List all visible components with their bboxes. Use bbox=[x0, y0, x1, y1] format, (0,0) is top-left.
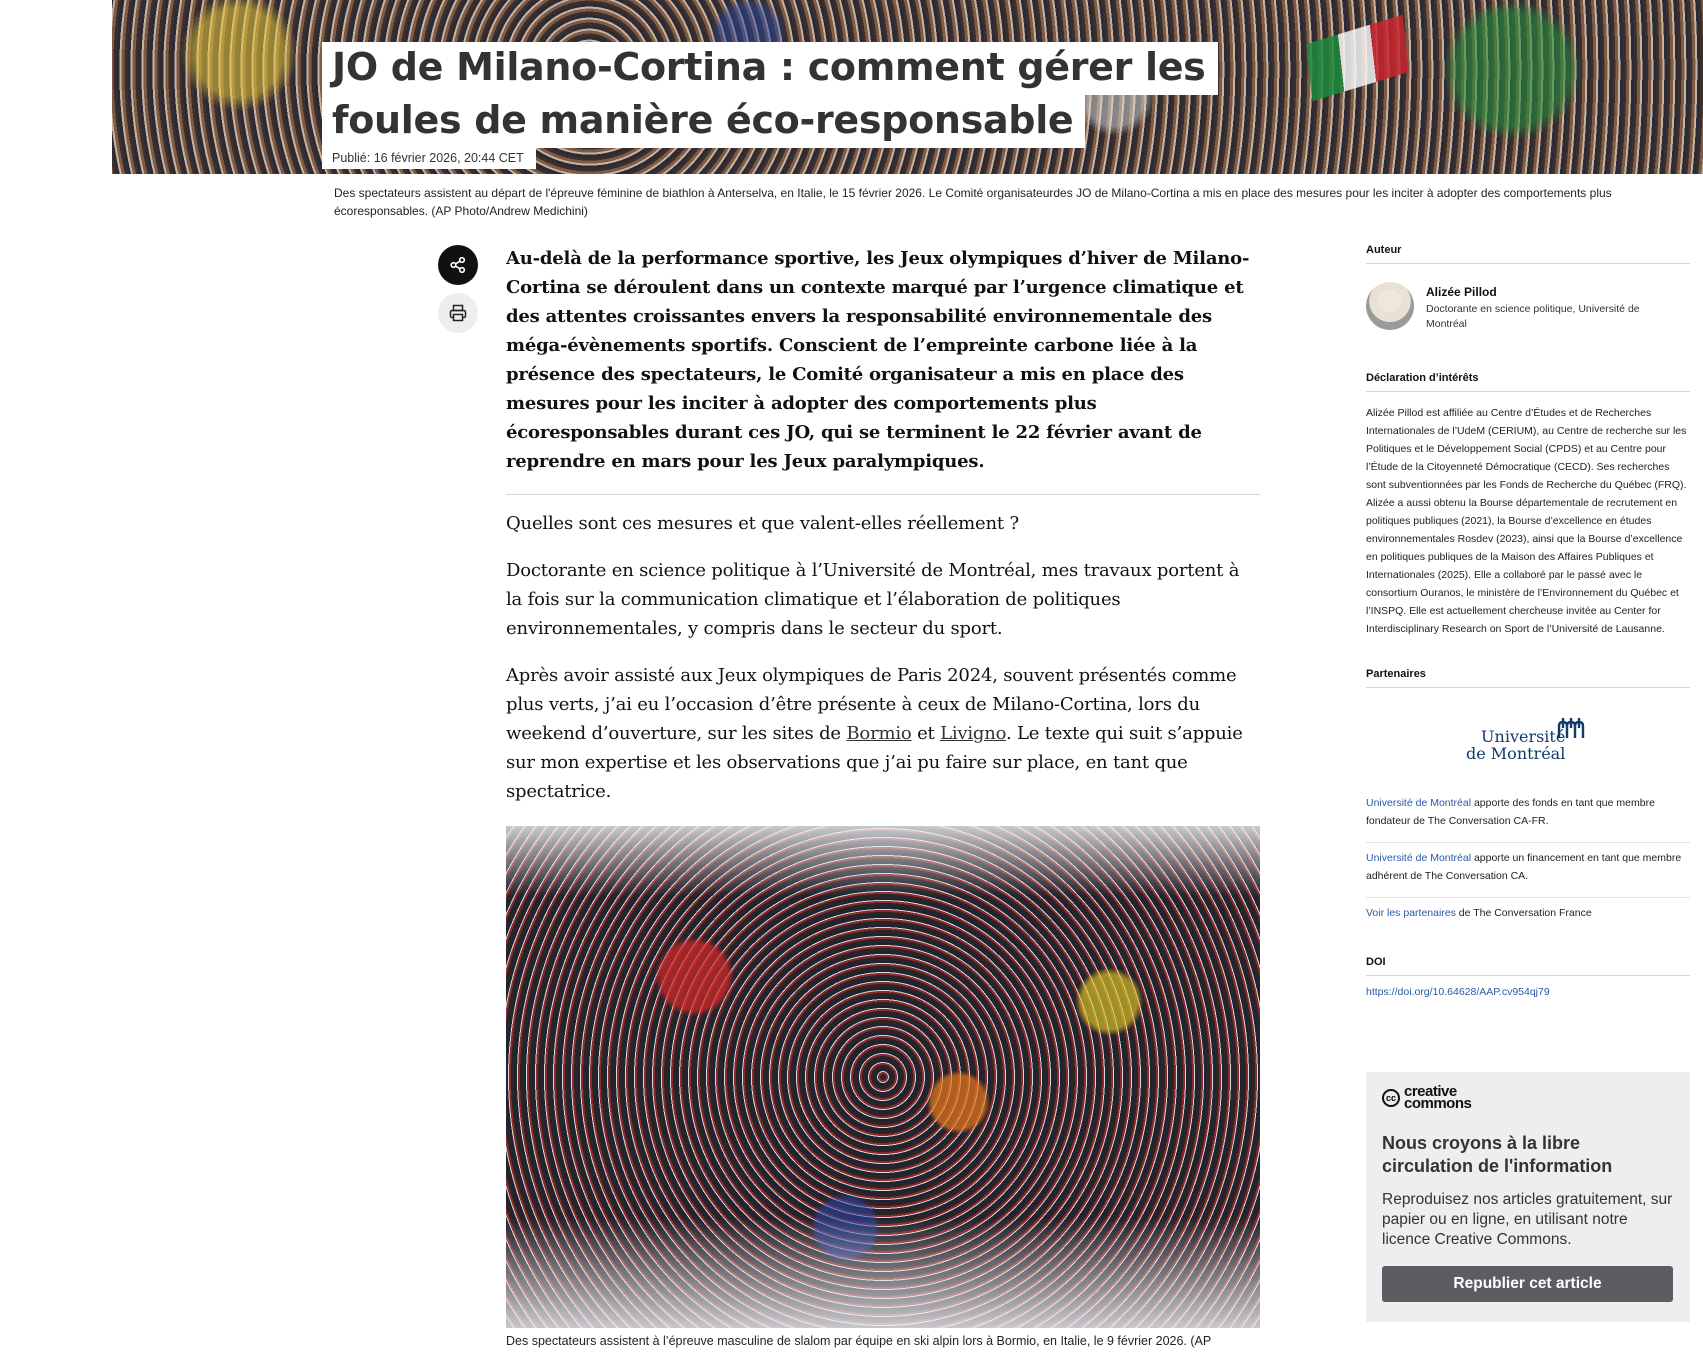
republish-button[interactable]: Republier cet article bbox=[1382, 1266, 1673, 1302]
author-heading: Auteur bbox=[1366, 244, 1690, 264]
partner-row bbox=[1366, 788, 1690, 843]
partner-row bbox=[1366, 898, 1690, 934]
article-paragraph-2: Doctorante en science politique à l’Université de Montréal, mes travaux portent à la fois sur la communication climatique et l’élaboration de politiques environnementales, y compris dans le secteur du sport. bbox=[506, 560, 1240, 639]
photo-caption: Des spectateurs assistent à l’épreuve masculine de slalom par équipe en ski alpin lors à Bormio, en Italie, le 9 février 2026. (AP bbox=[506, 1334, 1212, 1348]
partner-text: de The Conversation France bbox=[1455, 907, 1592, 919]
author-name[interactable]: Alizée Pillod bbox=[1426, 285, 1497, 299]
paragraph-text: Après avoir assisté aux Jeux olympiques de Paris 2024, souvent présentés comme plus verts, j’ai eu l’occasion d’être présente à ceux de Milano-Cortina, lors du weekend d’ouverture, sur les sites de bbox=[506, 665, 1237, 744]
logo-text-line-2: de Montréal bbox=[1466, 744, 1566, 763]
printer-icon bbox=[448, 303, 468, 323]
cc-text: Reproduisez nos articles gratuitement, sur papier ou en ligne, en utilisant notre licence Creative Commons. bbox=[1382, 1191, 1673, 1248]
avatar[interactable] bbox=[1366, 282, 1414, 330]
partner-link[interactable]: Université de Montréal bbox=[1366, 852, 1472, 864]
cc-wordmark bbox=[1404, 1083, 1472, 1112]
doi-section bbox=[1366, 956, 1690, 998]
logo-text-line-1: Université bbox=[1481, 727, 1566, 746]
hero-caption: Des spectateurs assistent au départ de l'épreuve féminine de biathlon à Anterselva, en Italie, le 15 février 2026. Le Comité organisateurdes JO de Milano-Cortina a mis en place des mesures pour les inciter à adopter des comportements plus écoresponsables. (AP Photo/Andrew Medichini) bbox=[334, 186, 1612, 218]
article-body bbox=[506, 244, 1260, 824]
creative-commons-logo bbox=[1382, 1083, 1472, 1112]
share-button[interactable] bbox=[438, 245, 478, 285]
author-card[interactable] bbox=[1366, 282, 1690, 344]
partners-section bbox=[1366, 668, 1690, 934]
partner-row bbox=[1366, 843, 1690, 898]
disclosure-section bbox=[1366, 372, 1690, 638]
cc-icon: cc bbox=[1382, 1089, 1400, 1107]
disclosure-heading: Déclaration d’intérêts bbox=[1366, 372, 1690, 392]
article-paragraph-3 bbox=[506, 661, 1260, 806]
page-title-line-1: JO de Milano-Cortina : comment gérer les bbox=[322, 42, 1218, 95]
article-paragraph-1: Quelles sont ces mesures et que valent-elles réellement ? bbox=[506, 513, 1019, 534]
page-title-line-2: foules de manière éco-responsable bbox=[322, 95, 1085, 148]
publish-date: Publié: 16 février 2026, 20:44 CET bbox=[322, 148, 536, 169]
partner-text: apporte des fonds en tant que membre fondateur de The Conversation CA-FR. bbox=[1366, 797, 1655, 827]
author-role: Doctorante en science politique, Université de Montréal bbox=[1426, 303, 1640, 330]
share-icon bbox=[449, 256, 467, 274]
disclosure-text: Alizée Pillod est affiliée au Centre d’Études et de Recherches Internationales de l’UdeM (CERIUM), au Centre de recherche sur les Politiques et le Développement Social (CPDS) et au Centre pour l’Étude de la Citoyenneté Démocratique (CECD). Ses recherches sont subventionnées par les Fonds de Recherche du Québec (FRQ). Alizée a aussi obtenu la Bourse départementale de recrutement en politiques publiques (2021), la Bourse d’excellence en études environnementales Rosdev (2023), ainsi que la Bourse d’excellence en politiques publiques de la Maison des Affaires Publiques et Internationales (2025). Elle a collaboré par le passé avec le consortium Ouranos, le ministère de l’Environnement du Québec et l’INSPQ. Elle est actuellement chercheuse invitée au Center for Interdisciplinary Research on Sport de l’Université de Lausanne. bbox=[1366, 407, 1687, 635]
link-bormio[interactable]: Bormio bbox=[846, 723, 912, 744]
udem-mark-icon bbox=[1557, 718, 1587, 738]
article-photo bbox=[506, 826, 1260, 1328]
print-button[interactable] bbox=[438, 293, 478, 333]
sidebar bbox=[1366, 244, 1690, 998]
doi-link[interactable]: https://doi.org/10.64628/AAP.cv954qj79 bbox=[1366, 986, 1550, 998]
divider bbox=[506, 494, 1260, 495]
paragraph-text: . Le texte qui suit s’appuie sur mon expertise et les observations que j’ai pu faire sur place, en tant que spectatrice. bbox=[506, 723, 1243, 802]
logo-text bbox=[1466, 728, 1565, 762]
paragraph-text: et bbox=[911, 723, 941, 744]
partner-list bbox=[1366, 788, 1690, 934]
universite-de-montreal-logo[interactable] bbox=[1366, 698, 1690, 788]
cc-wordmark-line-1: creative bbox=[1404, 1083, 1457, 1100]
cc-headline: Nous croyons à la libre circulation de l'information bbox=[1382, 1133, 1613, 1176]
partner-text: apporte un financement en tant que membre adhérent de The Conversation CA. bbox=[1366, 852, 1682, 882]
doi-heading: DOI bbox=[1366, 956, 1690, 976]
partners-heading: Partenaires bbox=[1366, 668, 1690, 688]
creative-commons-box bbox=[1366, 1072, 1690, 1322]
article-lead: Au-delà de la performance sportive, les Jeux olympiques d’hiver de Milano-Cortina se déroulent dans un contexte marqué par l’urgence climatique et des attentes croissantes envers la responsabilité environnementale des méga-évènements sportifs. Conscient de l’empreinte carbone liée à la présence des spectateurs, le Comité organisateur a mis en place des mesures pour les inciter à adopter des comportements plus écoresponsables durant ces JO, qui se terminent le 22 février avant de reprendre en mars pour les Jeux paralympiques. bbox=[506, 248, 1250, 472]
italian-flag bbox=[1306, 15, 1409, 101]
partner-link[interactable]: Université de Montréal bbox=[1366, 797, 1472, 809]
article-header bbox=[322, 42, 1206, 169]
partner-link[interactable]: Voir les partenaires bbox=[1366, 907, 1456, 919]
link-livigno[interactable]: Livigno bbox=[940, 723, 1006, 744]
cc-wordmark-line-2: commons bbox=[1404, 1095, 1472, 1112]
